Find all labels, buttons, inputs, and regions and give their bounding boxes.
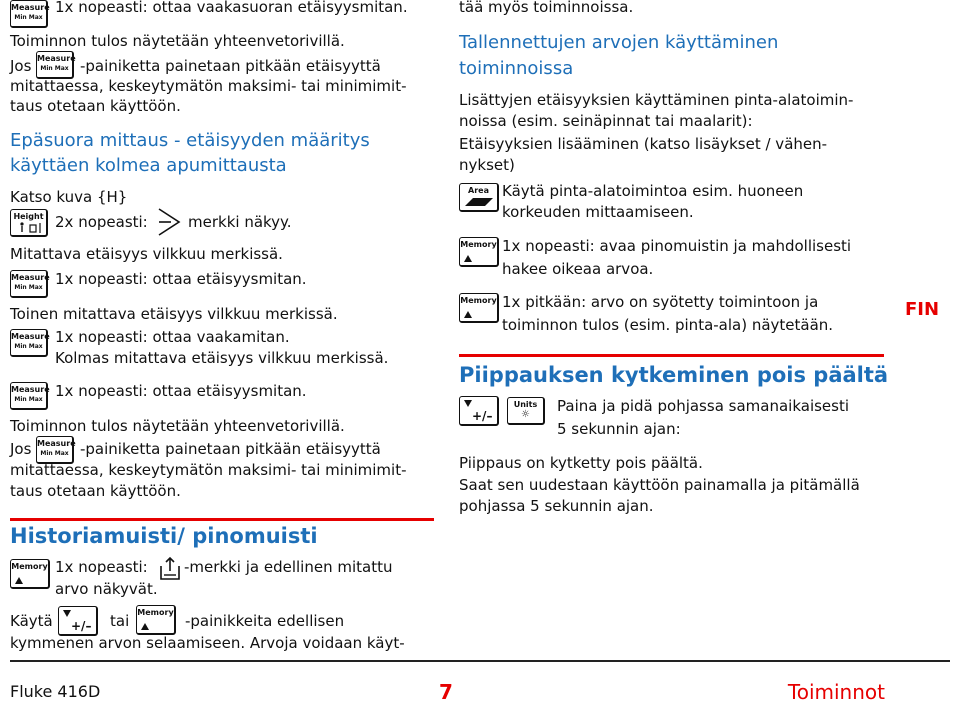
- text-line: Jos: [10, 57, 32, 75]
- text-line: 1x nopeasti:: [55, 558, 148, 576]
- text-line: mitattaessa, keskeytymätön maksimi- tai minimimit-: [10, 77, 407, 95]
- text-line: noissa (esim. seinäpinnat tai maalarit):: [459, 112, 753, 130]
- text-line: tää myös toiminnoissa.: [459, 0, 634, 16]
- text-line: Mitattava etäisyys vilkkuu merkissä.: [10, 245, 283, 263]
- text-line: Toiminnon tulos näytetään yhteenvetorivillä.: [10, 32, 345, 50]
- text-line: hakee oikeaa arvoa.: [502, 260, 654, 278]
- memory-key[interactable]: [10, 559, 50, 589]
- text-line: -merkki ja edellinen mitattu: [184, 558, 393, 576]
- text-line: pohjassa 5 sekunnin ajan.: [459, 497, 654, 515]
- text-line: taus otetaan käyttöön.: [10, 97, 181, 115]
- measure-key-sublabel: Min Max: [14, 284, 43, 291]
- plus-minus-label: +/–: [472, 409, 493, 423]
- text-line: arvo näkyvät.: [55, 580, 158, 598]
- memory-key[interactable]: [459, 237, 499, 267]
- measure-key[interactable]: [10, 382, 48, 410]
- text-line: taus otetaan käyttöön.: [10, 482, 181, 500]
- up-arrow-icon: [464, 255, 472, 262]
- text-line: Jos: [10, 440, 32, 458]
- area-key-label: Area: [468, 186, 489, 195]
- text-line: 1x nopeasti: ottaa etäisyysmitan.: [55, 270, 307, 288]
- memory-key-label: Memory: [137, 608, 174, 617]
- section-heading: Tallennettujen arvojen käyttäminen: [459, 32, 779, 53]
- text-line: nykset): [459, 156, 515, 174]
- text-line: Käytä: [10, 612, 53, 630]
- measure-key[interactable]: [10, 329, 48, 357]
- measure-key-label: Measure: [11, 332, 50, 341]
- down-arrow-icon: [464, 400, 472, 407]
- stack-memory-icon: [158, 556, 182, 582]
- footer-section: Toiminnot: [787, 680, 885, 704]
- text-line: Toiminnon tulos näytetään yhteenvetorivillä.: [10, 417, 345, 435]
- text-line: 1x nopeasti: ottaa vaakamitan.: [55, 328, 290, 346]
- measure-key-sublabel: Min Max: [40, 450, 69, 457]
- measure-key-label: Measure: [11, 3, 50, 12]
- memory-key-label: Memory: [460, 296, 497, 305]
- measure-key-label: Measure: [11, 273, 50, 282]
- text-line: Etäisyyksien lisääminen (katso lisäykset / vähen-: [459, 135, 828, 153]
- units-key[interactable]: [507, 397, 545, 425]
- up-arrow-icon: [464, 311, 472, 318]
- triangle-measure-icon: [157, 207, 183, 237]
- text-line: Toinen mitattava etäisyys vilkkuu merkissä.: [10, 305, 338, 323]
- height-key-label: Height: [13, 212, 44, 221]
- area-key[interactable]: [459, 183, 499, 212]
- measure-key[interactable]: [10, 270, 48, 298]
- up-arrow-icon: [15, 577, 23, 584]
- plus-minus-label: +/–: [71, 619, 92, 633]
- text-line: 1x nopeasti: ottaa etäisyysmitan.: [55, 382, 307, 400]
- measure-key[interactable]: [10, 0, 48, 28]
- text-line: Käytä pinta-alatoimintoa esim. huoneen: [502, 182, 804, 200]
- minus-key[interactable]: [459, 396, 499, 426]
- section-heading: Historiamuisti/ pinomuisti: [10, 524, 318, 548]
- measure-key-sublabel: Min Max: [14, 343, 43, 350]
- section-heading: toiminnoissa: [459, 58, 574, 79]
- text-line: Piippaus on kytketty pois päältä.: [459, 454, 703, 472]
- section-heading: käyttäen kolmea apumittausta: [10, 155, 287, 176]
- text-line: 1x nopeasti: ottaa vaakasuoran etäisyysmitan.: [55, 0, 408, 16]
- text-line: toiminnon tulos (esim. pinta-ala) näytetään.: [502, 316, 834, 334]
- height-key[interactable]: [10, 209, 48, 237]
- memory-key-label: Memory: [460, 240, 497, 249]
- section-heading: Piippauksen kytkeminen pois päältä: [459, 363, 889, 387]
- text-line: -painiketta painetaan pitkään etäisyyttä: [80, 440, 381, 458]
- text-line: tai: [110, 612, 130, 630]
- text-line: merkki näkyy.: [188, 213, 292, 231]
- text-line: 1x pitkään: arvo on syötetty toimintoon ja: [502, 293, 819, 311]
- measure-key-sublabel: Min Max: [14, 396, 43, 403]
- section-rule: [459, 354, 884, 357]
- memory-key[interactable]: [136, 605, 176, 635]
- light-icon: ☼: [521, 409, 530, 420]
- language-tab: FIN: [905, 299, 940, 320]
- measure-key-sublabel: Min Max: [14, 14, 43, 21]
- section-rule: [10, 518, 434, 521]
- text-line: kymmenen arvon selaamiseen. Arvoja voidaan käyt-: [10, 634, 405, 652]
- text-line: Kolmas mitattava etäisyys vilkkuu merkissä.: [55, 349, 389, 367]
- down-arrow-icon: [63, 610, 71, 617]
- page-number: 7: [439, 680, 453, 704]
- measure-key-label: Measure: [37, 439, 76, 448]
- text-line: korkeuden mittaamiseen.: [502, 203, 694, 221]
- memory-key-label: Memory: [11, 562, 48, 571]
- memory-key[interactable]: [459, 293, 499, 323]
- footer-product: Fluke 416D: [10, 682, 101, 701]
- text-line: 1x nopeasti: avaa pinomuistin ja mahdollisesti: [502, 237, 852, 255]
- text-line: 5 sekunnin ajan:: [557, 420, 681, 438]
- units-key-label: Units: [513, 400, 538, 409]
- text-line: 2x nopeasti:: [55, 213, 148, 231]
- text-line: Saat sen uudestaan käyttöön painamalla ja pitämällä: [459, 476, 860, 494]
- height-person-icon: [14, 222, 44, 234]
- measure-key-sublabel: Min Max: [40, 65, 69, 72]
- measure-key-label: Measure: [11, 385, 50, 394]
- section-heading: Epäsuora mittaus - etäisyyden määritys: [10, 130, 370, 151]
- text-line: -painikkeita edellisen: [185, 612, 345, 630]
- area-icon: [461, 197, 495, 207]
- text-line: Lisättyjen etäisyyksien käyttäminen pinta-alatoimin-: [459, 91, 854, 109]
- text-line: mitattaessa, keskeytymätön maksimi- tai minimimit-: [10, 461, 407, 479]
- up-arrow-icon: [141, 623, 149, 630]
- text-line: -painiketta painetaan pitkään etäisyyttä: [80, 57, 381, 75]
- measure-key-label: Measure: [37, 54, 76, 63]
- text-line: Katso kuva {H}: [10, 188, 128, 206]
- text-line: Paina ja pidä pohjassa samanaikaisesti: [557, 397, 850, 415]
- footer-divider: [10, 660, 950, 662]
